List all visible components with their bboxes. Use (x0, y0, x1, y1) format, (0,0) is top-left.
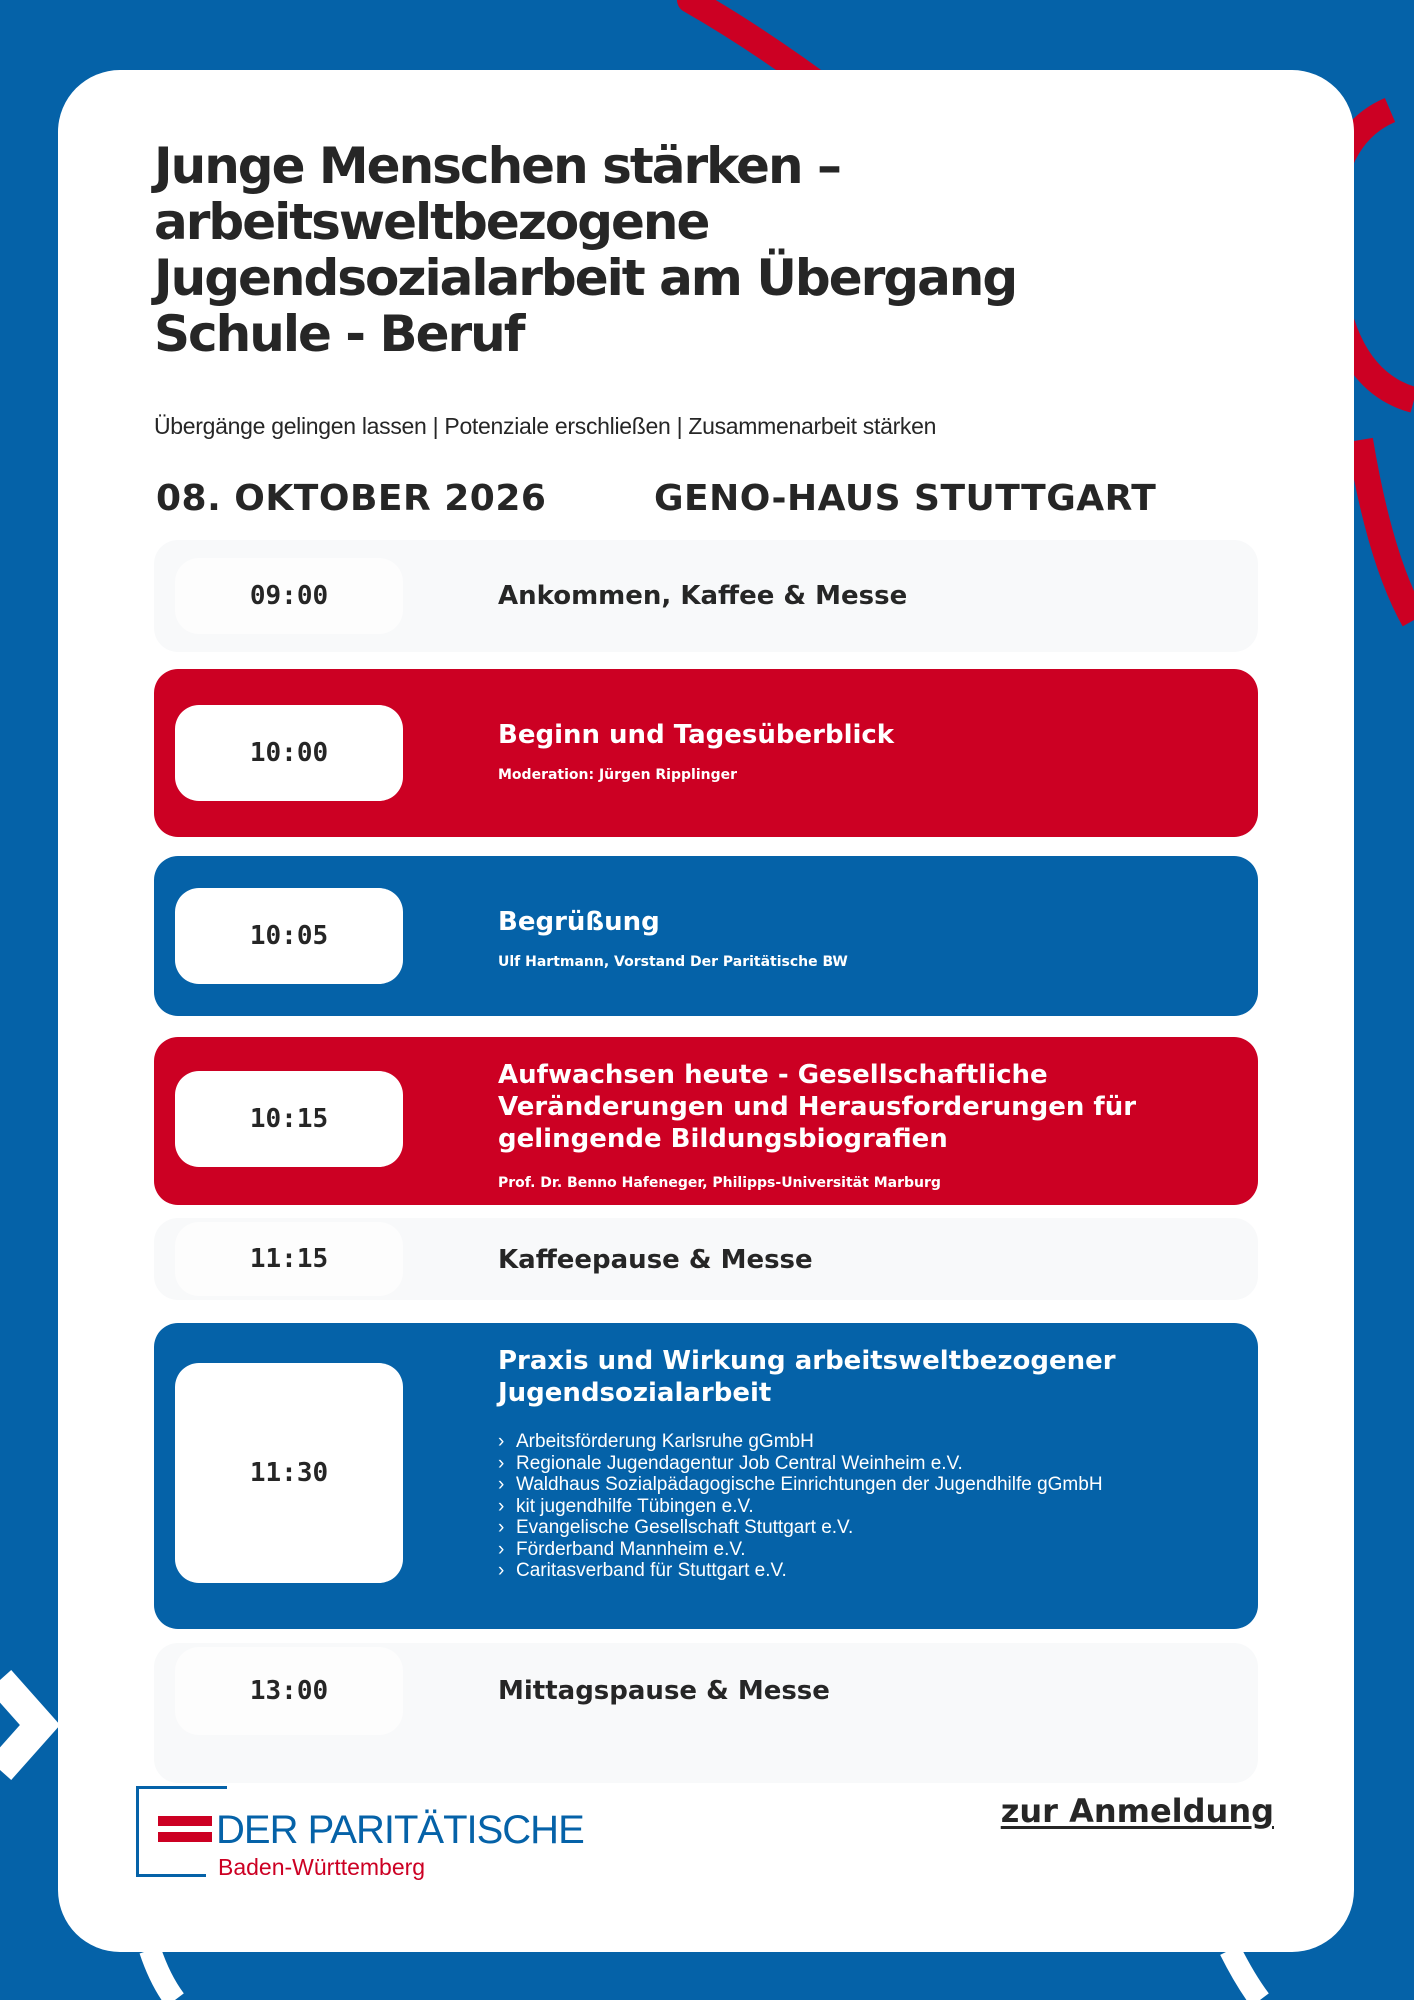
agenda-title: Praxis und Wirkung arbeitsweltbezogener Jugendsozialarbeit (498, 1346, 1116, 1408)
agenda-row (154, 1643, 1258, 1783)
page-subtitle: Übergänge gelingen lassen | Potenziale erschließen | Zusammenarbeit stärken (154, 413, 937, 439)
agenda-row (154, 540, 1258, 652)
agenda-subtitle: Ulf Hartmann, Vorstand Der Paritätische BW (498, 954, 848, 970)
agenda-time: 11:15 (175, 1222, 403, 1296)
agenda-row (154, 1037, 1258, 1205)
agenda-title: Ankommen, Kaffee & Messe (498, 581, 908, 611)
agenda-time: 10:00 (175, 705, 403, 801)
agenda-subtitle: Moderation: Jürgen Ripplinger (498, 767, 738, 783)
page-title: Junge Menschen stärken – arbeitsweltbezogene Jugendsozialarbeit am Übergang Schule - Beruf (154, 137, 1017, 363)
logo-mark (158, 1816, 212, 1826)
agenda-title: Beginn und Tagesüberblick (498, 720, 895, 750)
list-item: › Regionale Jugendagentur Job Central Weinheim e.V. (498, 1453, 1103, 1475)
event-date: 08. OKTOBER 2026 (156, 478, 547, 519)
agenda-row (154, 1323, 1258, 1629)
agenda-time: 11:30 (175, 1363, 403, 1583)
agenda-title: Kaffeepause & Messe (498, 1245, 813, 1275)
agenda-title: Mittagspause & Messe (498, 1676, 830, 1706)
agenda-time: 10:15 (175, 1071, 403, 1167)
agenda-row (154, 1218, 1258, 1300)
agenda-row (154, 856, 1258, 1016)
agenda-time: 13:00 (175, 1647, 403, 1735)
agenda-time: 10:05 (175, 888, 403, 984)
list-item: › Evangelische Gesellschaft Stuttgart e.V. (498, 1517, 1103, 1539)
register-link[interactable]: zur Anmeldung (1000, 1792, 1274, 1830)
agenda-time: 09:00 (175, 558, 403, 634)
list-item: › kit jugendhilfe Tübingen e.V. (498, 1496, 1103, 1518)
event-venue: GENO-HAUS STUTTGART (654, 478, 1157, 519)
list-item: › Arbeitsförderung Karlsruhe gGmbH (498, 1431, 1103, 1453)
agenda-row (154, 669, 1258, 837)
logo-name: DER PARITÄTISCHE (216, 1808, 584, 1852)
list-item: › Waldhaus Sozialpädagogische Einrichtungen der Jugendhilfe gGmbH (498, 1474, 1103, 1496)
agenda-title: Begrüßung (498, 907, 660, 937)
organization-list (498, 1431, 1103, 1582)
agenda-subtitle: Prof. Dr. Benno Hafeneger, Philipps-Universität Marburg (498, 1175, 941, 1191)
organization-logo (136, 1786, 606, 1882)
list-item: › Förderband Mannheim e.V. (498, 1539, 1103, 1561)
agenda-title: Aufwachsen heute - Gesellschaftliche Veränderungen und Herausforderungen für gelingende Bildungsbiografien (498, 1060, 1137, 1154)
logo-region: Baden-Württemberg (218, 1854, 426, 1880)
list-item: › Caritasverband für Stuttgart e.V. (498, 1560, 1103, 1582)
